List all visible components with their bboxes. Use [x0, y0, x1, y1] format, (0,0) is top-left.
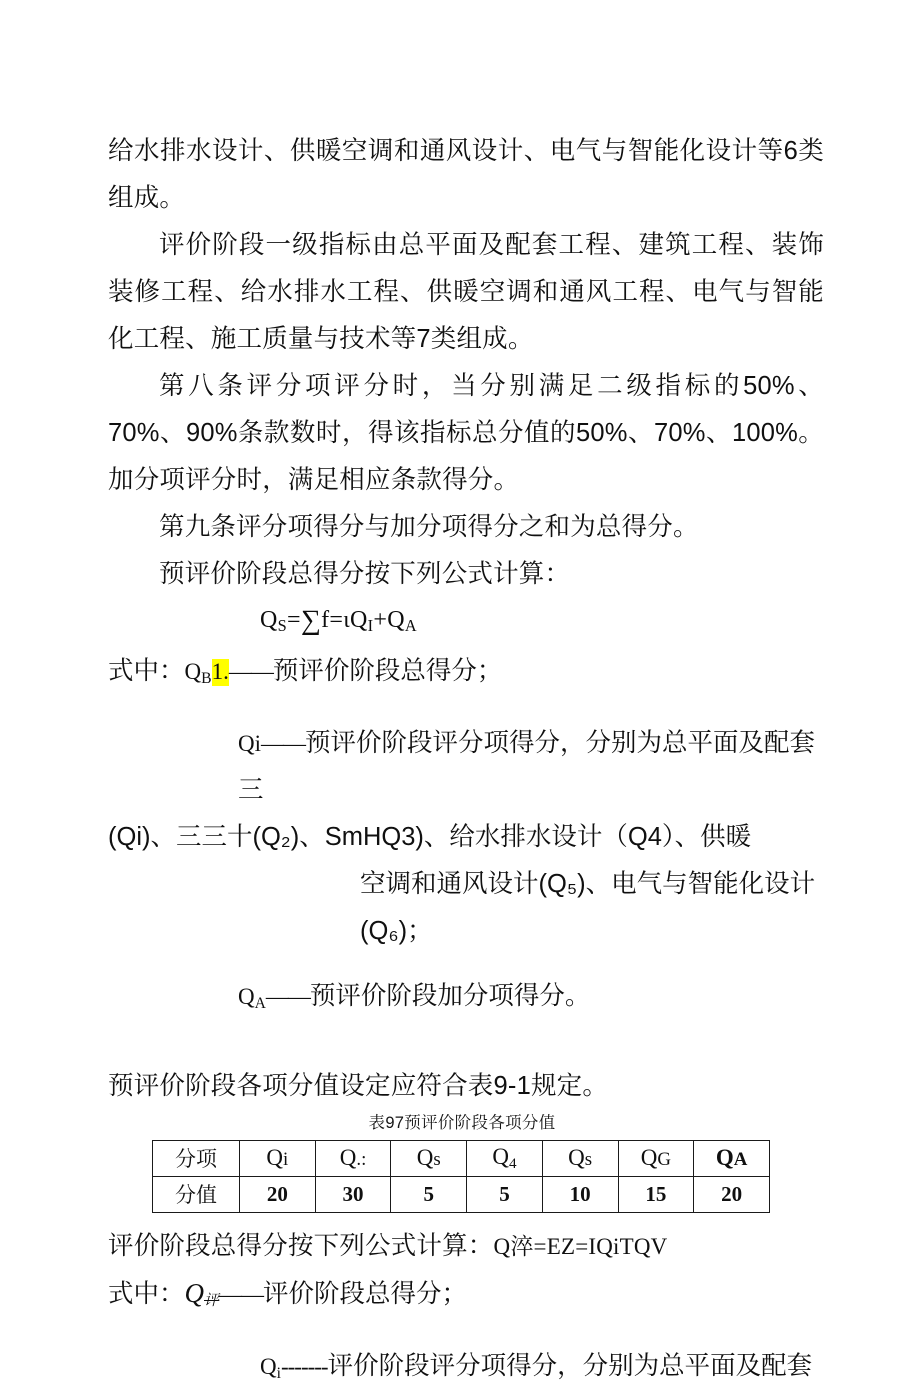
document-body	[108, 128, 824, 1397]
table-cell-value: 15	[618, 1176, 694, 1212]
def-symbol-qa: $Q_A$	[238, 983, 266, 1012]
def-dash-1: ——	[228, 659, 273, 685]
table-cell-value: 10	[542, 1176, 618, 1212]
formula-pre-evaluation	[108, 598, 824, 648]
table-cell-value: 20	[240, 1176, 316, 1212]
def-prefix-label-2: 式中：	[108, 1279, 185, 1308]
def-text-3: 预评价阶段加分项得分。	[309, 981, 591, 1010]
def-text-5: 评价阶段评分项得分，分别为总平面及配套	[327, 1351, 813, 1380]
paragraph-4: 第九条评分项得分与加分项得分之和为总得分。	[159, 513, 699, 541]
table-header-q6: QG	[618, 1140, 694, 1176]
def-text-4: 评价阶段总得分；	[263, 1279, 468, 1308]
def-dash-3: ——	[265, 983, 310, 1009]
table-intro-paragraph: 预评价阶段各项分值设定应符合表9-1规定。	[108, 1071, 609, 1100]
spacer	[108, 1213, 824, 1223]
def-symbol-qi: Qi	[238, 730, 261, 756]
definition-line-qi-cont-2: 空调和通风设计(Q₅)、电气与智能化设计(Q₆)；	[360, 869, 816, 945]
def-dash-5: -------	[280, 1353, 328, 1379]
paragraph-5-formula-intro: 预评价阶段总得分按下列公式计算：	[159, 560, 571, 588]
table-header-q3: Qs	[391, 1140, 467, 1176]
formula-term-1: $Q_I$	[350, 607, 374, 636]
formula-term-2: $Q_A$	[387, 607, 417, 636]
definition-line-qi-eval	[108, 1343, 824, 1397]
definition-line-qping	[108, 1270, 824, 1325]
table-row-header	[153, 1140, 770, 1176]
table-caption: 表97预评价阶段各项分值	[368, 1113, 556, 1132]
table-header-q2: Q.:	[315, 1140, 391, 1176]
table-row-values	[153, 1176, 770, 1212]
paragraph-3: 第八条评分项评分时，当分别满足二级指标的50%、70%、90%条款数时，得该指标总分值的50%、70%、100%。加分项评分时，满足相应条款得分。	[108, 372, 824, 494]
table-cell-value: 30	[315, 1176, 391, 1212]
paragraph-2: 评价阶段一级指标由总平面及配套工程、建筑工程、装饰装修工程、给水排水工程、供暖空调和通风工程、电气与智能化工程、施工质量与技术等7类组成。	[108, 231, 824, 353]
evaluation-formula-intro	[108, 1223, 824, 1270]
table-cell-value: 5	[391, 1176, 467, 1212]
spacer	[108, 1325, 824, 1343]
table-cell-value: 5	[467, 1176, 543, 1212]
def-symbol-qb: $Q_B$	[184, 659, 212, 687]
formula-limits: f=ι	[321, 607, 351, 633]
score-table	[152, 1140, 770, 1213]
table-header-q4: $Q_4$	[467, 1140, 543, 1176]
def-text-2: 预评价阶段评分项得分，分别为总平面及配套三	[238, 728, 816, 804]
spacer	[108, 1027, 824, 1063]
definition-line-qi-cont-1: (Qi)、三三十(Q₂)、SmHQ3)、给水排水设计（Q4）、供暖	[108, 822, 752, 851]
def-text-1: 预评价阶段总得分；	[272, 657, 503, 686]
score-table-container	[108, 1110, 824, 1213]
table-row-label-fenzhi: 分值	[153, 1176, 240, 1212]
def-symbol-qping: Q评	[184, 1277, 220, 1309]
formula-equals: =	[287, 607, 301, 633]
table-header-q5: Qs	[542, 1140, 618, 1176]
formula-plus: +	[373, 607, 388, 633]
sigma-icon: ∑	[300, 605, 322, 636]
def-dash-2: ——	[261, 730, 305, 756]
definition-line-qi	[108, 720, 824, 814]
evaluation-intro-text: 评价阶段总得分按下列公式计算：	[108, 1231, 494, 1260]
def-symbol-qi-eval: $Q_i$	[260, 1353, 281, 1382]
spacer	[108, 955, 824, 973]
table-header-qa: QA	[694, 1140, 770, 1176]
evaluation-inline-formula: Q淬=EZ=IQiTQV	[493, 1233, 668, 1259]
spacer	[108, 702, 824, 720]
def-prefix-label: 式中：	[108, 657, 185, 686]
definition-line-qs	[108, 648, 824, 702]
highlighted-token: 1.	[211, 659, 229, 685]
def-dash-4: ——	[219, 1281, 264, 1307]
definition-line-qa	[108, 973, 824, 1027]
paragraph-1: 给水排水设计、供暖空调和通风设计、电气与智能化设计等6类组成。	[108, 137, 824, 212]
formula-lhs: $Q_S$	[260, 607, 288, 636]
table-cell-value: 20	[694, 1176, 770, 1212]
table-row-label-fenxiang: 分项	[153, 1140, 240, 1176]
table-header-q1: Qi	[240, 1140, 316, 1176]
